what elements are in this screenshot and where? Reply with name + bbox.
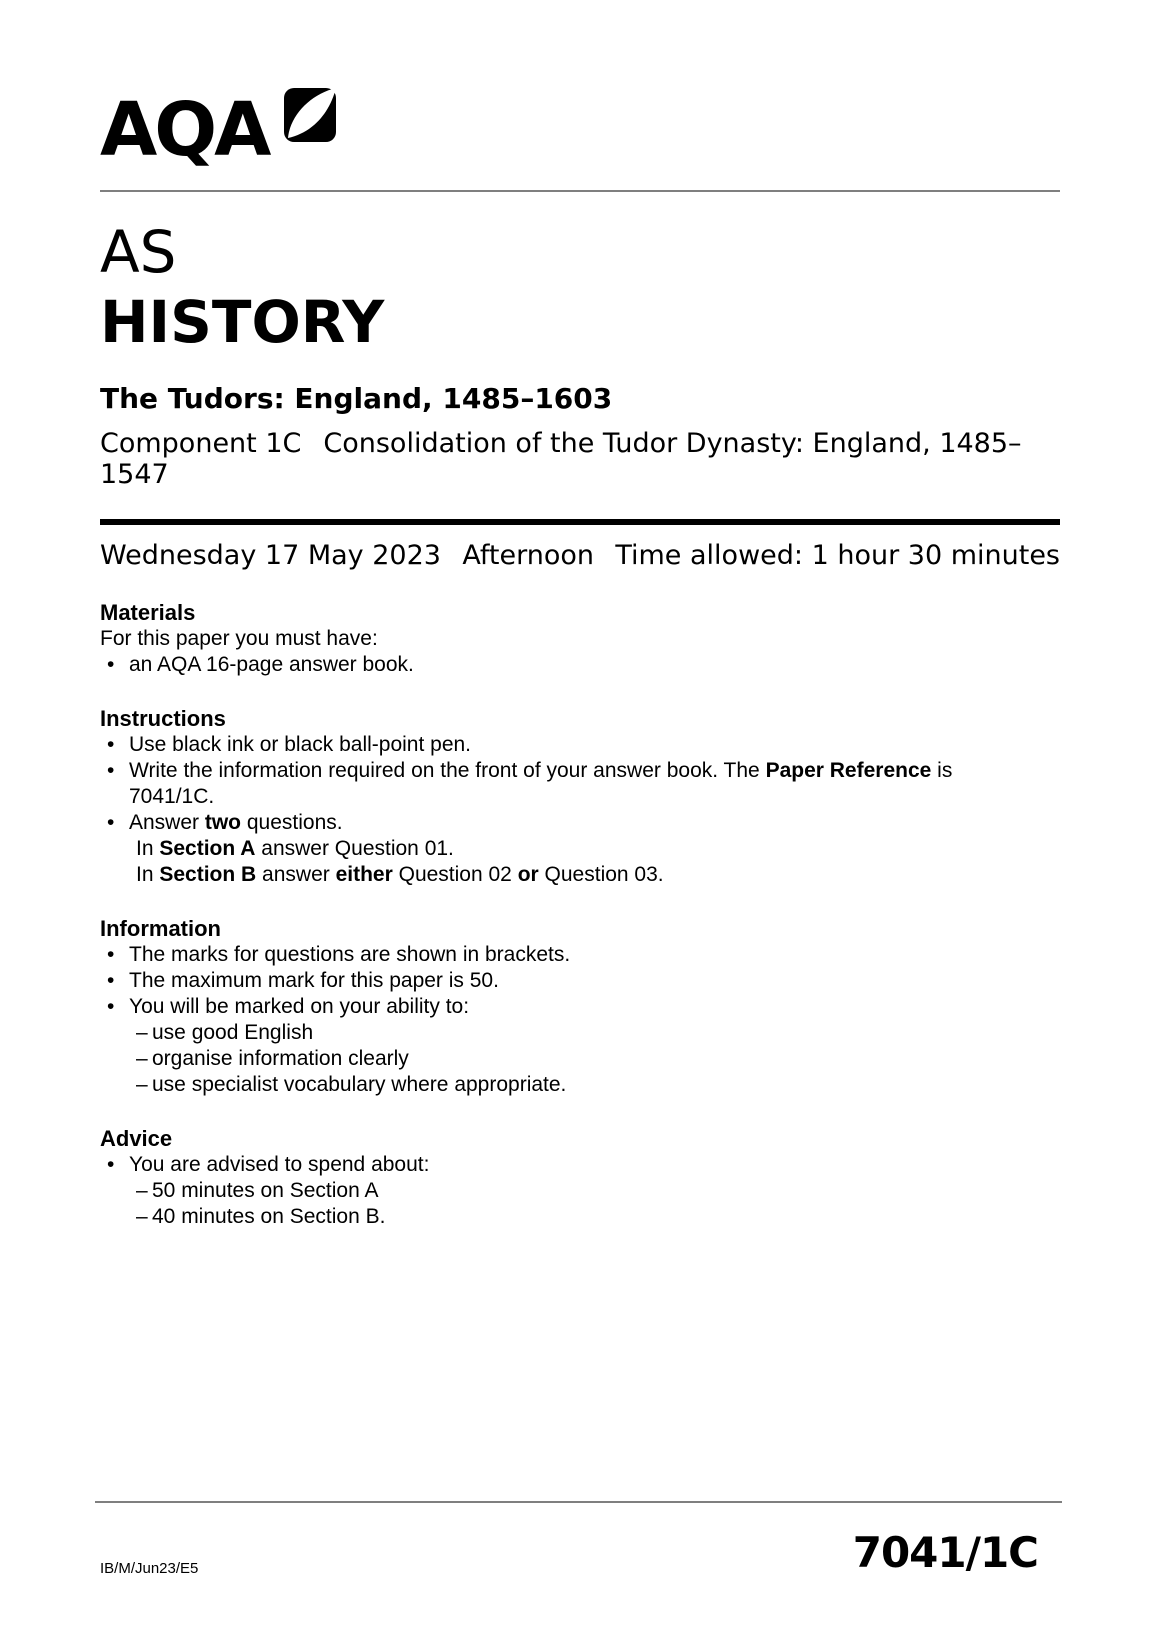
aqa-leaf-icon	[284, 88, 336, 142]
list-item	[107, 994, 1060, 1020]
list-item	[107, 942, 1060, 968]
instructions-item-text: Use black ink or black ball-point pen.	[129, 733, 472, 756]
qualification-level: AS	[100, 218, 177, 286]
footer-reference-code: IB/M/Jun23/E5	[100, 1560, 199, 1577]
time-allowed: Time allowed: 1 hour 30 minutes	[615, 540, 1060, 571]
list-item	[107, 968, 1060, 994]
list-item	[107, 732, 1060, 758]
list-item	[107, 652, 1060, 678]
instructions-heading: Instructions	[100, 706, 226, 731]
information-subitem	[136, 1046, 1060, 1072]
information-subitem-text: organise information clearly	[152, 1047, 409, 1070]
aqa-logo-text: AQA	[100, 87, 269, 173]
materials-intro: For this paper you must have:	[100, 627, 378, 650]
footer-paper-code: 7041/1C	[852, 1528, 1038, 1577]
information-list	[100, 942, 1060, 1098]
advice-subitem	[136, 1178, 1060, 1204]
aqa-logo	[100, 84, 1060, 177]
information-subitem	[136, 1072, 1060, 1098]
exam-session-line	[100, 540, 1060, 572]
bullet-icon: •	[107, 995, 115, 1018]
paper-topic: The Tudors: England, 1485–1603	[100, 382, 613, 415]
section-instructions	[100, 705, 1060, 888]
title-divider	[100, 519, 1060, 525]
information-item-text: You will be marked on your ability to:	[129, 995, 470, 1018]
exam-date: Wednesday 17 May 2023	[100, 540, 441, 571]
advice-item-text: You are advised to spend about:	[129, 1153, 430, 1176]
list-item	[107, 810, 1060, 836]
information-subitem	[136, 1020, 1060, 1046]
bullet-icon: •	[107, 811, 115, 834]
advice-heading: Advice	[100, 1126, 173, 1151]
instructions-continuation: In Section A answer Question 01.	[136, 837, 454, 860]
advice-subitem-text: 50 minutes on Section A	[152, 1179, 379, 1202]
list-item	[107, 758, 1060, 810]
dash-icon: –	[136, 1021, 148, 1044]
advice-subitem-text: 40 minutes on Section B.	[152, 1205, 386, 1228]
subject-title: HISTORY	[100, 288, 385, 356]
bullet-icon: •	[107, 969, 115, 992]
instructions-item-line2: 7041/1C.	[129, 785, 215, 808]
instructions-list	[100, 732, 1060, 888]
section-information	[100, 915, 1060, 1098]
dash-icon: –	[136, 1073, 148, 1096]
advice-list	[100, 1152, 1060, 1230]
page-content	[100, 0, 1060, 1230]
materials-list	[100, 652, 1060, 678]
title-block	[100, 217, 1060, 357]
bullet-icon: •	[107, 759, 115, 782]
exam-session: Afternoon	[462, 540, 594, 571]
section-materials	[100, 599, 1060, 678]
bullet-icon: •	[107, 1153, 115, 1176]
information-heading: Information	[100, 916, 221, 941]
bullet-icon: •	[107, 733, 115, 756]
dash-icon: –	[136, 1047, 148, 1070]
list-item	[107, 1152, 1060, 1178]
materials-item-text: an AQA 16-page answer book.	[129, 653, 414, 676]
information-item-text: The marks for questions are shown in brackets.	[129, 943, 571, 966]
bullet-icon: •	[107, 653, 115, 676]
section-advice	[100, 1125, 1060, 1230]
bullet-icon: •	[107, 943, 115, 966]
dash-icon: –	[136, 1205, 148, 1228]
component-label: Component 1C	[100, 428, 302, 459]
information-subitem-text: use specialist vocabulary where appropriate.	[152, 1073, 567, 1096]
information-item-text: The maximum mark for this paper is 50.	[129, 969, 499, 992]
instructions-item-text: Write the information required on the front of your answer book. The Paper Reference is 7041/1C.	[129, 758, 1060, 810]
component-line	[100, 428, 1060, 490]
information-subitem-text: use good English	[152, 1021, 314, 1044]
footer-divider	[95, 1501, 1062, 1503]
instructions-continuation: In Section B answer either Question 02 or Question 03.	[136, 863, 664, 886]
advice-subitem	[136, 1204, 1060, 1230]
header-divider	[100, 190, 1060, 192]
component-title: Consolidation of the Tudor Dynasty: England, 1485–1547	[100, 428, 1022, 490]
instructions-item-text: Answer two questions.	[129, 811, 343, 834]
dash-icon: –	[136, 1179, 148, 1202]
materials-heading: Materials	[100, 600, 196, 625]
